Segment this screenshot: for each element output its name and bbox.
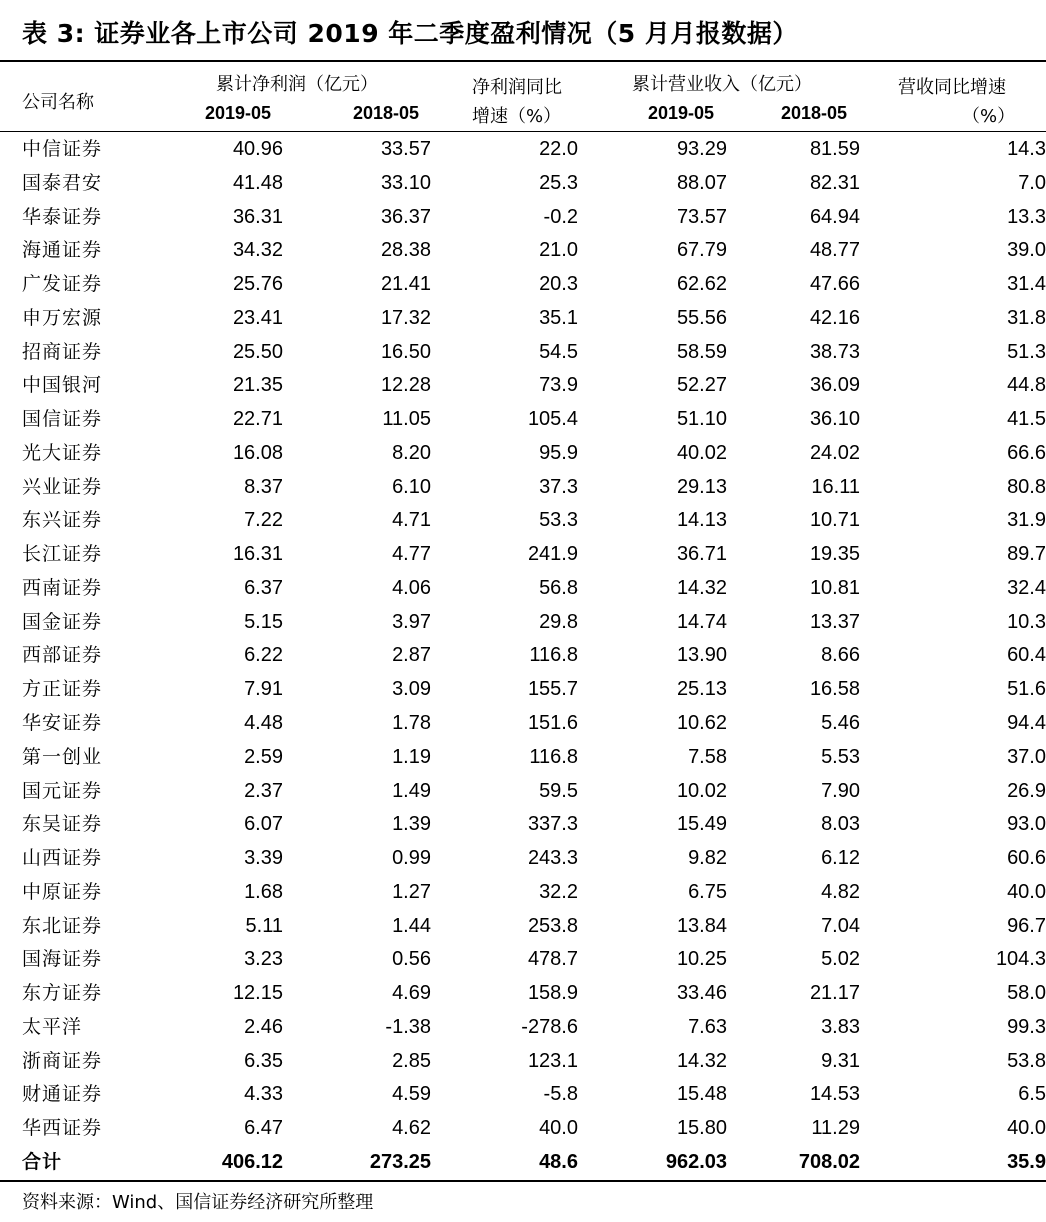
- cell-net-profit-2019: 7.22: [244, 509, 283, 532]
- cell-revenue-2018: 4.82: [821, 880, 860, 903]
- cell-net-profit-2019: 40.96: [232, 138, 283, 160]
- table-row: [0, 1045, 1046, 1079]
- cell-company-name: 国海证券: [22, 948, 103, 971]
- cell-revenue-2018: 8.66: [821, 644, 860, 667]
- cell-revenue-2018: 9.31: [821, 1049, 860, 1072]
- cell-revenue-growth: 26.9: [1007, 779, 1046, 802]
- cell-net-profit-2018: 3.97: [392, 610, 431, 633]
- cell-revenue-2018: 5.02: [821, 948, 860, 971]
- cell-profit-growth: -278.6: [521, 1015, 578, 1038]
- cell-company-name: 国信证券: [22, 408, 103, 431]
- cell-revenue-2019: 13.84: [676, 914, 727, 937]
- bottom-rule: [0, 1180, 1046, 1182]
- table-row: [0, 606, 1046, 640]
- cell-company-name: 西部证券: [22, 644, 103, 667]
- cell-profit-growth: 37.3: [539, 475, 578, 498]
- cell-net-profit-2018: -1.38: [385, 1015, 431, 1038]
- cell-profit-growth: 25.3: [539, 171, 578, 194]
- cell-company-name: 国泰君安: [22, 171, 103, 194]
- cell-company-name: 国金证券: [22, 610, 103, 633]
- cell-revenue-2018: 21.17: [809, 982, 860, 1005]
- cell-net-profit-2018: 16.50: [380, 340, 431, 363]
- cell-profit-growth: 20.3: [539, 273, 578, 296]
- table-row: [0, 268, 1046, 302]
- cell-revenue-2018: 7.90: [821, 779, 860, 802]
- cell-net-profit-2019: 21.35: [232, 374, 283, 397]
- cell-net-profit-2019: 8.37: [244, 475, 283, 498]
- cell-net-profit-2018: 4.71: [392, 509, 431, 532]
- cell-company-name: 兴业证券: [22, 475, 103, 498]
- cell-profit-growth: 116.8: [529, 745, 578, 768]
- cell-revenue-2018: 708.02: [798, 1150, 860, 1173]
- cell-net-profit-2018: 4.59: [392, 1083, 431, 1106]
- cell-company-name: 中信证券: [22, 138, 103, 160]
- cell-net-profit-2018: 36.37: [380, 205, 431, 228]
- header-net-profit-2018: 2018-05: [353, 103, 420, 123]
- cell-profit-growth: 253.8: [527, 914, 578, 937]
- cell-revenue-growth: 10.3: [1007, 610, 1046, 633]
- table-row: [0, 707, 1046, 741]
- cell-profit-growth: 158.9: [527, 982, 578, 1005]
- header-company: 公司名称: [22, 92, 94, 113]
- cell-revenue-2018: 81.59: [809, 138, 860, 160]
- cell-revenue-2019: 51.10: [676, 408, 727, 431]
- cell-revenue-2019: 73.57: [676, 205, 727, 228]
- cell-revenue-growth: 53.8: [1007, 1049, 1046, 1072]
- cell-net-profit-2018: 273.25: [369, 1150, 431, 1173]
- cell-net-profit-2018: 28.38: [380, 239, 431, 262]
- cell-net-profit-2019: 2.37: [244, 779, 283, 802]
- cell-revenue-2018: 14.53: [809, 1083, 860, 1106]
- cell-revenue-2019: 962.03: [665, 1150, 727, 1173]
- cell-revenue-2018: 7.04: [821, 914, 860, 937]
- cell-revenue-2019: 10.02: [676, 779, 727, 802]
- table-row: [0, 842, 1046, 876]
- header-profit-growth-1: 净利润同比: [472, 77, 562, 98]
- cell-revenue-growth: 41.5: [1007, 408, 1046, 431]
- cell-net-profit-2019: 36.31: [232, 205, 283, 228]
- cell-revenue-growth: 93.0: [1007, 813, 1046, 836]
- table-row: [0, 369, 1046, 403]
- cell-net-profit-2018: 6.10: [392, 475, 431, 498]
- cell-company-name: 国元证券: [22, 779, 103, 802]
- cell-company-name: 华泰证券: [22, 205, 103, 228]
- cell-net-profit-2019: 4.48: [244, 712, 283, 735]
- cell-revenue-2018: 13.37: [809, 610, 860, 633]
- cell-revenue-2019: 14.32: [676, 576, 727, 599]
- cell-net-profit-2018: 0.56: [392, 948, 431, 971]
- cell-company-name: 申万宏源: [22, 306, 103, 329]
- cell-revenue-growth: 39.0: [1007, 239, 1046, 262]
- cell-net-profit-2019: 2.59: [244, 745, 283, 768]
- cell-company-name: 山西证券: [22, 847, 103, 870]
- cell-revenue-growth: 31.9: [1007, 509, 1046, 532]
- cell-revenue-growth: 60.4: [1007, 644, 1046, 667]
- header-revenue-2019: 2019-05: [648, 103, 715, 123]
- cell-revenue-2019: 62.62: [676, 273, 727, 296]
- table-row: [0, 775, 1046, 809]
- cell-revenue-growth: 7.0: [1018, 171, 1046, 194]
- cell-revenue-2018: 5.53: [821, 745, 860, 768]
- table-title: 表 3: 证券业各上市公司 2019 年二季度盈利情况（5 月月报数据）: [22, 19, 798, 48]
- table-row: [0, 201, 1046, 235]
- cell-revenue-2019: 13.90: [676, 644, 727, 667]
- header-profit-growth-2: 增速（%）: [472, 106, 562, 127]
- cell-profit-growth: 155.7: [527, 678, 578, 701]
- cell-net-profit-2018: 3.09: [392, 678, 431, 701]
- cell-profit-growth: 116.8: [529, 644, 578, 667]
- total-row: [0, 1146, 1046, 1180]
- cell-profit-growth: 59.5: [539, 779, 578, 802]
- cell-profit-growth: 35.1: [539, 306, 578, 329]
- cell-revenue-growth: 51.6: [1007, 678, 1046, 701]
- cell-net-profit-2019: 22.71: [232, 408, 283, 431]
- cell-net-profit-2019: 25.76: [232, 273, 283, 296]
- cell-revenue-2019: 7.63: [688, 1015, 727, 1038]
- cell-revenue-2019: 36.71: [676, 543, 727, 566]
- cell-revenue-growth: 31.4: [1007, 273, 1046, 296]
- cell-revenue-2018: 6.12: [821, 847, 860, 870]
- cell-profit-growth: 22.0: [539, 138, 578, 160]
- cell-net-profit-2018: 12.28: [380, 374, 431, 397]
- cell-revenue-growth: 13.3: [1007, 205, 1046, 228]
- cell-revenue-2019: 15.80: [676, 1117, 727, 1140]
- cell-profit-growth: 123.1: [527, 1049, 578, 1072]
- cell-net-profit-2018: 2.87: [392, 644, 431, 667]
- table-row: [0, 133, 1046, 167]
- table-row: [0, 437, 1046, 471]
- cell-company-name: 财通证券: [22, 1083, 103, 1106]
- cell-revenue-2018: 10.71: [809, 509, 860, 532]
- header-revenue-growth-1: 营收同比增速: [898, 77, 1006, 98]
- cell-net-profit-2019: 6.22: [244, 644, 283, 667]
- cell-company-name: 海通证券: [22, 239, 103, 262]
- cell-revenue-growth: 94.4: [1007, 712, 1046, 735]
- header-revenue-2018: 2018-05: [781, 103, 848, 123]
- cell-revenue-growth: 40.0: [1007, 1117, 1046, 1140]
- table-row: [0, 572, 1046, 606]
- cell-net-profit-2018: 1.44: [392, 914, 431, 937]
- cell-profit-growth: 54.5: [539, 340, 578, 363]
- table-row: [0, 403, 1046, 437]
- cell-profit-growth: 73.9: [539, 374, 578, 397]
- cell-net-profit-2019: 12.15: [232, 982, 283, 1005]
- cell-net-profit-2019: 7.91: [244, 678, 283, 701]
- cell-net-profit-2018: 1.39: [392, 813, 431, 836]
- cell-net-profit-2018: 4.77: [392, 543, 431, 566]
- cell-revenue-growth: 14.3: [1007, 138, 1046, 160]
- cell-company-name: 第一创业: [22, 745, 103, 768]
- cell-revenue-2018: 16.58: [809, 678, 860, 701]
- cell-revenue-2019: 58.59: [676, 340, 727, 363]
- table-row: [0, 1078, 1046, 1112]
- table-row: [0, 234, 1046, 268]
- table-row: [0, 302, 1046, 336]
- cell-net-profit-2019: 6.47: [244, 1117, 283, 1140]
- cell-company-name: 东兴证券: [22, 509, 103, 532]
- cell-company-name: 华安证券: [22, 712, 103, 735]
- cell-net-profit-2019: 25.50: [232, 340, 283, 363]
- cell-revenue-2019: 55.56: [676, 306, 727, 329]
- cell-revenue-2018: 16.11: [811, 475, 860, 498]
- cell-revenue-growth: 80.8: [1007, 475, 1046, 498]
- cell-revenue-2019: 14.32: [676, 1049, 727, 1072]
- cell-company-name: 浙商证券: [22, 1049, 103, 1072]
- cell-profit-growth: -0.2: [543, 205, 578, 228]
- cell-net-profit-2019: 1.68: [244, 880, 283, 903]
- table-row: [0, 1112, 1046, 1146]
- cell-company-name: 西南证券: [22, 576, 103, 599]
- cell-net-profit-2019: 23.41: [232, 306, 283, 329]
- cell-net-profit-2019: 16.31: [232, 543, 283, 566]
- cell-revenue-growth: 40.0: [1007, 880, 1046, 903]
- source-note: 资料来源：Wind、国信证券经济研究所整理: [22, 1192, 374, 1213]
- cell-company-name: 东方证券: [22, 982, 103, 1005]
- cell-revenue-growth: 104.3: [995, 948, 1046, 971]
- cell-revenue-growth: 6.5: [1018, 1083, 1046, 1106]
- cell-revenue-2018: 47.66: [809, 273, 860, 296]
- header-net-profit: 累计净利润（亿元）: [216, 74, 378, 95]
- cell-revenue-2018: 38.73: [809, 340, 860, 363]
- cell-company-name: 长江证券: [22, 543, 103, 566]
- cell-revenue-2018: 24.02: [809, 441, 860, 464]
- cell-net-profit-2018: 4.06: [392, 576, 431, 599]
- cell-net-profit-2018: 1.78: [392, 712, 431, 735]
- cell-company-name: 太平洋: [22, 1015, 83, 1038]
- cell-company-name: 中原证券: [22, 880, 103, 903]
- cell-net-profit-2019: 406.12: [221, 1150, 283, 1173]
- cell-revenue-2019: 10.25: [676, 948, 727, 971]
- cell-revenue-2019: 88.07: [676, 171, 727, 194]
- cell-revenue-2018: 5.46: [821, 712, 860, 735]
- table-row: [0, 673, 1046, 707]
- header-rule: [0, 131, 1046, 132]
- cell-revenue-2019: 6.75: [688, 880, 727, 903]
- cell-net-profit-2018: 4.62: [392, 1117, 431, 1140]
- cell-company-name: 光大证券: [22, 441, 103, 464]
- cell-profit-growth: 105.4: [527, 408, 578, 431]
- cell-revenue-growth: 99.3: [1007, 1015, 1046, 1038]
- cell-revenue-growth: 96.7: [1007, 914, 1046, 937]
- header-revenue: 累计营业收入（亿元）: [632, 74, 812, 95]
- cell-revenue-growth: 58.0: [1007, 982, 1046, 1005]
- cell-revenue-2019: 40.02: [676, 441, 727, 464]
- cell-company-name: 招商证券: [22, 340, 103, 363]
- cell-revenue-2019: 93.29: [676, 138, 727, 160]
- cell-company-name: 合计: [22, 1150, 63, 1173]
- cell-revenue-2019: 14.74: [676, 610, 727, 633]
- cell-net-profit-2019: 6.07: [244, 813, 283, 836]
- cell-revenue-2019: 52.27: [676, 374, 727, 397]
- cell-profit-growth: 32.2: [539, 880, 578, 903]
- cell-net-profit-2019: 3.39: [244, 847, 283, 870]
- cell-revenue-2018: 10.81: [809, 576, 860, 599]
- cell-profit-growth: 53.3: [539, 509, 578, 532]
- cell-revenue-2018: 11.29: [811, 1117, 860, 1140]
- table-row: [0, 504, 1046, 538]
- cell-profit-growth: 241.9: [527, 543, 578, 566]
- cell-revenue-growth: 89.7: [1007, 543, 1046, 566]
- cell-profit-growth: 48.6: [539, 1150, 578, 1173]
- cell-revenue-2019: 15.48: [676, 1083, 727, 1106]
- cell-revenue-2019: 14.13: [676, 509, 727, 532]
- cell-net-profit-2018: 21.41: [380, 273, 431, 296]
- cell-revenue-2018: 8.03: [821, 813, 860, 836]
- cell-net-profit-2018: 2.85: [392, 1049, 431, 1072]
- header-net-profit-2019: 2019-05: [205, 103, 272, 123]
- table-row: [0, 876, 1046, 910]
- cell-revenue-growth: 66.6: [1007, 441, 1046, 464]
- cell-revenue-2019: 29.13: [676, 475, 727, 498]
- cell-net-profit-2018: 11.05: [382, 408, 431, 431]
- cell-net-profit-2019: 41.48: [232, 171, 283, 194]
- cell-company-name: 华西证券: [22, 1117, 103, 1140]
- cell-profit-growth: 95.9: [539, 441, 578, 464]
- cell-profit-growth: 21.0: [539, 239, 578, 262]
- profit-table: [0, 133, 1046, 1180]
- cell-net-profit-2019: 6.35: [244, 1049, 283, 1072]
- cell-revenue-2018: 42.16: [809, 306, 860, 329]
- cell-net-profit-2019: 3.23: [244, 948, 283, 971]
- cell-revenue-2019: 67.79: [676, 239, 727, 262]
- cell-revenue-growth: 32.4: [1007, 576, 1046, 599]
- table-row: [0, 943, 1046, 977]
- table-row: [0, 471, 1046, 505]
- cell-net-profit-2018: 8.20: [392, 441, 431, 464]
- table-body: [0, 133, 1046, 1180]
- cell-net-profit-2018: 0.99: [392, 847, 431, 870]
- table-row: [0, 538, 1046, 572]
- cell-profit-growth: 478.7: [527, 948, 578, 971]
- cell-net-profit-2019: 2.46: [244, 1015, 283, 1038]
- cell-net-profit-2019: 6.37: [244, 576, 283, 599]
- table-row: [0, 910, 1046, 944]
- cell-revenue-growth: 37.0: [1007, 745, 1046, 768]
- cell-revenue-2018: 36.10: [809, 408, 860, 431]
- top-rule: [0, 60, 1046, 62]
- cell-revenue-2019: 7.58: [688, 745, 727, 768]
- cell-revenue-2019: 15.49: [676, 813, 727, 836]
- header-revenue-growth-2: （%）: [962, 106, 1016, 127]
- cell-net-profit-2019: 34.32: [232, 239, 283, 262]
- cell-revenue-growth: 35.9: [1007, 1150, 1046, 1173]
- cell-company-name: 东北证券: [22, 914, 103, 937]
- cell-company-name: 方正证券: [22, 678, 103, 701]
- cell-revenue-2019: 25.13: [676, 678, 727, 701]
- table-row: [0, 336, 1046, 370]
- cell-net-profit-2018: 1.27: [392, 880, 431, 903]
- cell-net-profit-2018: 33.10: [380, 171, 431, 194]
- cell-net-profit-2019: 5.15: [244, 610, 283, 633]
- table-row: [0, 808, 1046, 842]
- cell-net-profit-2019: 4.33: [244, 1083, 283, 1106]
- table-row: [0, 639, 1046, 673]
- cell-net-profit-2018: 17.32: [380, 306, 431, 329]
- cell-net-profit-2019: 5.11: [245, 914, 283, 937]
- cell-revenue-2018: 48.77: [809, 239, 860, 262]
- cell-revenue-2018: 82.31: [809, 171, 860, 194]
- cell-profit-growth: 29.8: [539, 610, 578, 633]
- cell-profit-growth: 56.8: [539, 576, 578, 599]
- cell-revenue-2018: 36.09: [809, 374, 860, 397]
- table-row: [0, 741, 1046, 775]
- cell-company-name: 中国银河: [22, 374, 103, 397]
- cell-net-profit-2018: 1.19: [392, 745, 431, 768]
- cell-company-name: 广发证券: [22, 273, 103, 296]
- cell-revenue-growth: 31.8: [1007, 306, 1046, 329]
- table-row: [0, 167, 1046, 201]
- cell-revenue-2018: 19.35: [809, 543, 860, 566]
- cell-company-name: 东吴证券: [22, 813, 103, 836]
- cell-net-profit-2018: 4.69: [392, 982, 431, 1005]
- cell-revenue-growth: 60.6: [1007, 847, 1046, 870]
- cell-profit-growth: 243.3: [527, 847, 578, 870]
- cell-profit-growth: 40.0: [539, 1117, 578, 1140]
- cell-net-profit-2018: 33.57: [380, 138, 431, 160]
- cell-revenue-2019: 9.82: [688, 847, 727, 870]
- cell-revenue-growth: 51.3: [1007, 340, 1046, 363]
- cell-profit-growth: 337.3: [527, 813, 578, 836]
- cell-net-profit-2018: 1.49: [392, 779, 431, 802]
- cell-revenue-2019: 33.46: [676, 982, 727, 1005]
- cell-profit-growth: 151.6: [527, 712, 578, 735]
- table-row: [0, 1011, 1046, 1045]
- cell-revenue-2018: 64.94: [809, 205, 860, 228]
- table-row: [0, 977, 1046, 1011]
- cell-revenue-2019: 10.62: [676, 712, 727, 735]
- cell-net-profit-2019: 16.08: [232, 441, 283, 464]
- cell-revenue-2018: 3.83: [821, 1015, 860, 1038]
- cell-profit-growth: -5.8: [543, 1083, 578, 1106]
- cell-revenue-growth: 44.8: [1007, 374, 1046, 397]
